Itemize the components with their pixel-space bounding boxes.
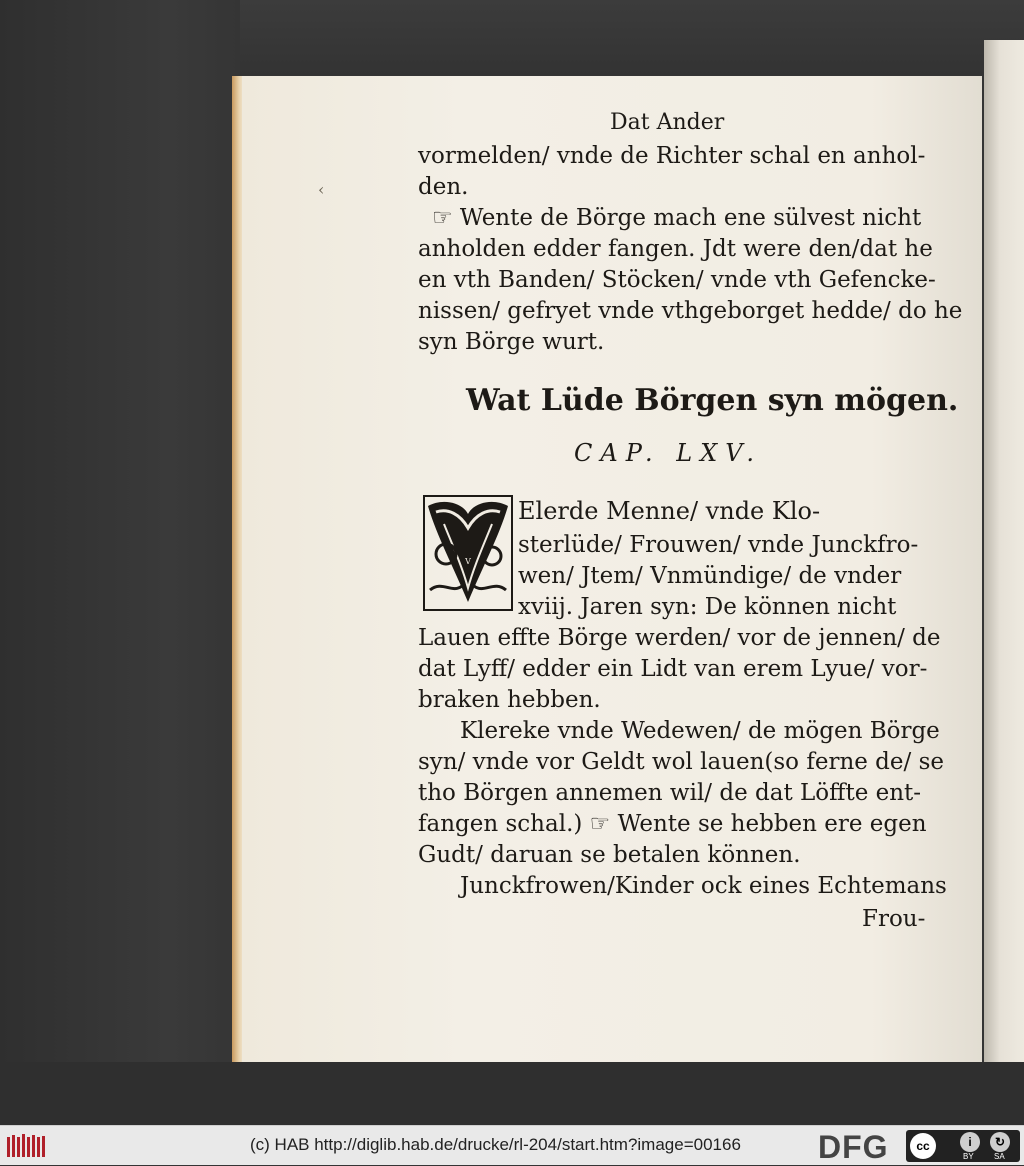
text-line: vormelden/ vnde de Richter schal en anhol- xyxy=(418,143,926,169)
text-line: en vth Banden/ Stöcken/ vnde vth Gefencke- xyxy=(418,267,936,293)
initial-ornament-icon xyxy=(422,494,514,612)
decorated-initial xyxy=(422,494,514,612)
share-alike-icon: ↻ xyxy=(990,1132,1010,1152)
by-label: BY xyxy=(963,1152,974,1161)
svg-text:V: V xyxy=(465,557,471,566)
text-line: ☞ Wente de Börge mach ene sülvest nicht xyxy=(432,205,922,231)
cc-license-badge[interactable] xyxy=(906,1130,1020,1162)
text-line: tho Börgen annemen wil/ de dat Löffte ent- xyxy=(418,780,922,806)
text-line: syn Börge wurt. xyxy=(418,329,605,355)
catchword: Frou- xyxy=(862,906,926,932)
library-logo-icon xyxy=(6,1133,46,1159)
sa-label: SA xyxy=(994,1152,1005,1161)
text-line: xviij. Jaren syn: De können nicht xyxy=(518,594,897,620)
text-line: Elerde Menne/ vnde Klo- xyxy=(518,497,821,525)
background-left xyxy=(0,0,240,1125)
text-line: nissen/ gefryet vnde vthgeborget hedde/ do he xyxy=(418,298,963,324)
text-line: Junckfrowen/Kinder ock eines Echtemans xyxy=(460,873,947,899)
text-line: Gudt/ daruan se betalen können. xyxy=(418,842,801,868)
cc-icon: cc xyxy=(910,1133,936,1159)
text-line: den. xyxy=(418,174,469,200)
running-head: Dat Ander xyxy=(610,110,725,135)
margin-mark: ‹ xyxy=(318,180,325,199)
citation-link[interactable]: (c) HAB http://diglib.hab.de/drucke/rl-204/start.htm?image=00166 xyxy=(250,1135,741,1154)
dfg-logo: DFG xyxy=(818,1129,889,1165)
text-line: anholden edder fangen. Jdt were den/dat he xyxy=(418,236,933,262)
chapter-number: CAP. LXV. xyxy=(574,439,763,467)
text-line: syn/ vnde vor Geldt wol lauen(so ferne de/ se xyxy=(418,749,944,775)
text-line: Klereke vnde Wedewen/ de mögen Börge xyxy=(460,718,940,744)
text-line: dat Lyff/ edder ein Lidt van erem Lyue/ vor- xyxy=(418,656,928,682)
text-line: sterlüde/ Frouwen/ vnde Junckfro- xyxy=(518,532,919,558)
viewer-footer xyxy=(0,1125,1024,1165)
text-line: Lauen effte Börge werden/ vor de jennen/ de xyxy=(418,625,941,651)
adjacent-page-edge xyxy=(984,40,1024,1062)
text-line: fangen schal.) ☞ Wente se hebben ere egen xyxy=(418,811,927,837)
section-heading: Wat Lüde Börgen syn mögen. xyxy=(466,383,959,418)
text-line: wen/ Jtem/ Vnmündige/ de vnder xyxy=(518,563,902,589)
attribution-icon: i xyxy=(960,1132,980,1152)
background-bottom xyxy=(0,1062,1024,1125)
text-line: braken hebben. xyxy=(418,687,601,713)
